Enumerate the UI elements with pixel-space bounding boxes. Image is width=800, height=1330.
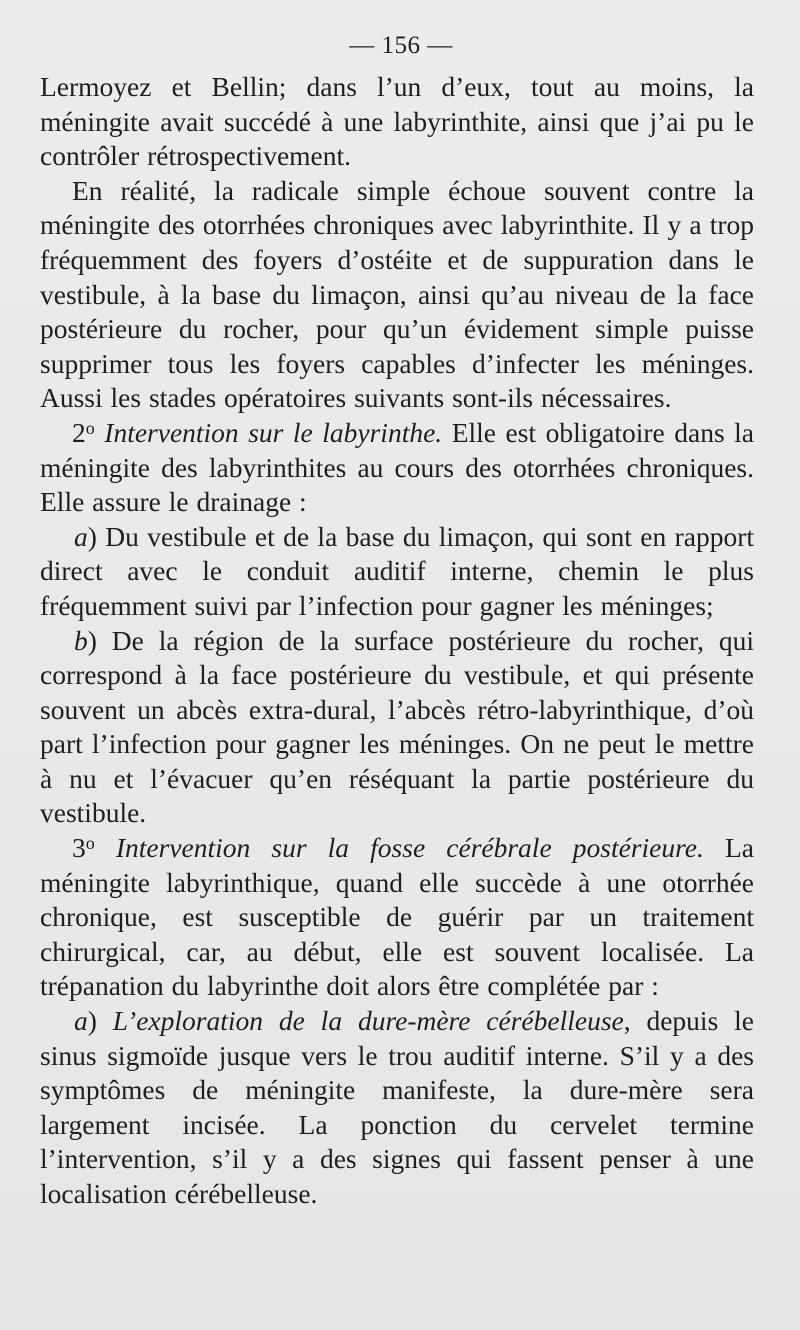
section-2-title: Intervention sur le labyrinthe. [104,416,443,448]
item-2a-text: ) Du vestibule et de la base du limaçon, qui sont en rapport direct avec le conduit auditif interne, chemin le plus fréquemment suivi par l’infection pour gagner les méninges; [40,520,754,621]
item-2a-paragraph [40,520,754,624]
item-2b-paragraph [40,624,754,832]
section-2-number: 2 [72,416,86,448]
section-2-paragraph [40,416,754,520]
paragraph-continuation: Lermoyez et Bellin; dans l’un d’eux, tout au moins, la méningite avait succédé à une labyrinthite, ainsi que j’ai pu le contrôler rétrospectivement. [40,71,754,172]
item-3a-title: L’exploration de la dure-mère cérébelleuse [112,1005,624,1037]
item-3a-paragraph: a) L’exploration de la dure-mère cérébelleuse, depuis le sinus sigmoïde jusque vers le trou auditif interne. S’il y a des symptômes de méningite manifeste, la dure-mère sera largement incisée. La ponction du cervelet termine l’intervention, s’il y a des signes qui fassent penser à une localisation cérébelleuse. [40,1005,754,1209]
item-3a-label: a [74,1005,88,1037]
section-3-ordinal: o [85,833,95,854]
page-number: — 156 — [349,32,453,59]
section-3-title: Intervention sur la fosse cérébrale postérieure. [115,832,704,864]
section-3-number: 3 [72,832,86,864]
text-body [40,70,754,1212]
section-2-ordinal: o [85,417,95,438]
section-3-paragraph [40,831,754,1004]
item-2b-label: b [74,624,88,656]
section-2-text: Elle est obligatoire dans la méningite des labyrinthites au cours des otorrhées chroniques. Elle assure le drainage : [40,416,755,518]
item-2a-label: a [74,520,88,552]
section-3-text: La méningite labyrinthique, quand elle succède à une otorrhée chronique, est susceptible de guérir par un traitement chirurgical, car, au début, elle est souvent localisée. La trépanation du labyrinthe doit alors être complétée par : [40,832,754,1002]
item-3a-text: , depuis le sinus sigmoïde jusque vers le trou auditif interne. S’il y a des symptômes de méningite manifeste, la dure-mère sera largement incisée. La ponction du cervelet termine l’intervention, s’il y a des signes qui fassent penser à une localisation cérébelleuse. [40,1005,754,1209]
item-2b-text: ) De la région de la surface postérieure du rocher, qui correspond à la face postérieure du vestibule, et qui présente souvent un abcès extra-dural, l’abcès rétro-labyrinthique, d’où part l’infection pour gagner les méninges. On ne peut le mettre à nu et l’évacuer qu’en réséquant la partie postérieure du vestibule. [40,624,754,829]
paragraph-radicale: En réalité, la radicale simple échoue souvent contre la méningite des otorrhées chroniques avec labyrinthite. Il y a trop fréquemment des foyers d’ostéite et de suppuration dans le vestibule, à la base du limaçon, ainsi qu’au niveau de la face postérieure du rocher, pour qu’un évidement simple puisse supprimer tous les foyers capables d’infecter les méninges. Aussi les stades opératoires suivants sont-ils nécessaires. [40,174,754,414]
